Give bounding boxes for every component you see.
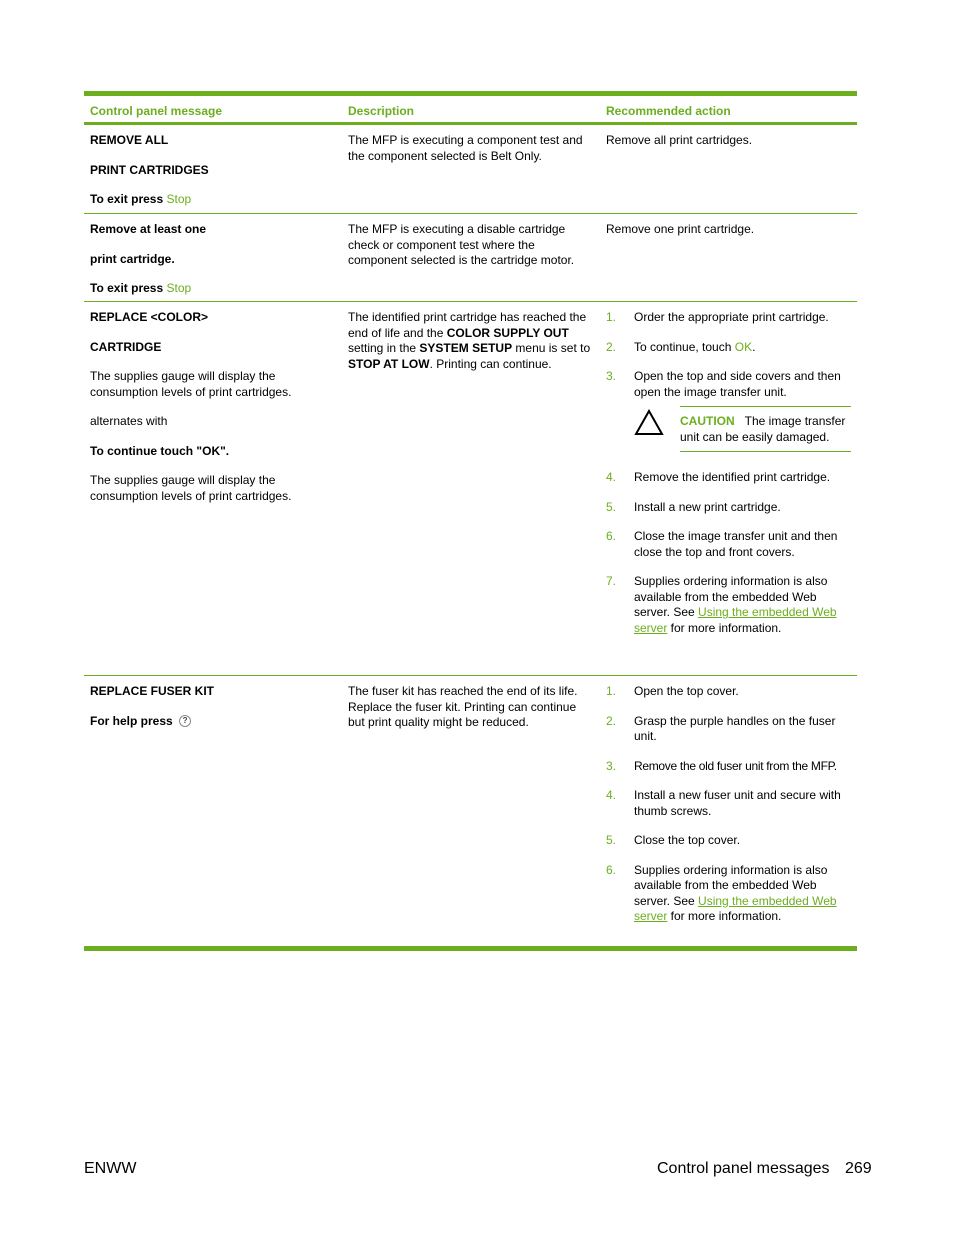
list-item <box>606 310 851 326</box>
action-steps <box>606 684 851 925</box>
stop-key: Stop <box>166 281 192 295</box>
desc-part: . Printing can continue. <box>429 356 552 371</box>
step-number: 2. <box>606 339 617 354</box>
step-number: 5. <box>606 499 617 514</box>
help-label: For help press <box>90 713 173 728</box>
step-number: 3. <box>606 369 617 383</box>
list-item <box>606 863 851 925</box>
action-cell <box>600 310 857 675</box>
step-text <box>634 340 851 356</box>
step-text-part: for more information. <box>667 909 782 923</box>
desc-part: menu is set to <box>512 341 591 355</box>
message-line: Remove at least one <box>90 222 207 236</box>
footer-left: ENWW <box>84 1160 137 1177</box>
message-line: REPLACE FUSER KIT <box>90 684 215 698</box>
table-row <box>84 125 857 214</box>
step-text-part: for more information. <box>667 620 782 635</box>
message-cell <box>84 684 342 946</box>
list-item <box>606 759 851 775</box>
header-description: Description <box>348 104 415 118</box>
message-line: print cartridge. <box>90 251 175 266</box>
exit-label: To exit press <box>90 192 164 206</box>
messages-table <box>84 91 857 951</box>
step-text <box>634 863 851 925</box>
desc-part: The identified print cartridge has reached the end of life and the <box>348 310 587 340</box>
message-line: CARTRIDGE <box>90 339 162 354</box>
list-item <box>606 369 851 400</box>
table-row <box>84 302 857 676</box>
list-item <box>606 574 851 636</box>
step-number: 6. <box>606 862 617 877</box>
step-text: Install a new fuser unit and secure with thumb screws. <box>634 788 841 818</box>
message-cell <box>84 310 342 675</box>
message-line: PRINT CARTRIDGES <box>90 162 209 177</box>
exit-instruction <box>90 192 336 208</box>
list-item <box>606 684 851 700</box>
description-cell <box>342 310 600 675</box>
embedded-web-server-link[interactable]: Using the embedded Web server <box>634 893 837 923</box>
step-text: Install a new print cartridge. <box>634 499 781 514</box>
step-number: 5. <box>606 833 617 847</box>
message-cell <box>84 133 342 213</box>
list-item <box>606 833 851 849</box>
table-header <box>84 96 857 125</box>
step-text: Close the top cover. <box>634 833 741 847</box>
action-text: Remove all print cartridges. <box>606 133 753 147</box>
exit-instruction <box>90 281 336 297</box>
setting-value: STOP AT LOW <box>348 356 430 371</box>
message-cell <box>84 222 342 301</box>
ok-key: OK <box>734 339 753 354</box>
desc-part: setting in the <box>348 341 420 355</box>
step-text-part: . <box>752 339 756 354</box>
exit-label: To exit press <box>90 281 164 295</box>
step-number: 4. <box>606 470 617 484</box>
message-text: The supplies gauge will display the consumption levels of print cartridges. <box>90 473 292 503</box>
message-text: The supplies gauge will display the consumption levels of print cartridges. <box>90 369 292 399</box>
description-text: The MFP is executing a disable cartridge check or component test where the component selected is the cartridge motor. <box>348 222 575 267</box>
help-icon: ? <box>179 715 191 727</box>
embedded-web-server-link[interactable]: Using the embedded Web server <box>634 605 837 635</box>
step-text: Order the appropriate print cartridge. <box>634 310 829 324</box>
message-line: REMOVE ALL <box>90 133 169 147</box>
description-cell <box>342 133 600 213</box>
stop-key: Stop <box>166 192 192 206</box>
list-item <box>606 788 851 819</box>
step-text: Open the top and side covers and then open the image transfer unit. <box>634 369 841 399</box>
step-text <box>634 574 851 636</box>
warning-triangle-icon <box>634 406 680 452</box>
description-cell <box>342 684 600 946</box>
step-number: 7. <box>606 574 617 588</box>
help-instruction <box>90 714 336 730</box>
table-row <box>84 676 857 946</box>
description-text: The fuser kit has reached the end of its life. Replace the fuser kit. Printing can continue but print quality might be reduced. <box>348 684 578 729</box>
action-cell <box>600 133 857 213</box>
header-control-panel-message: Control panel message <box>90 104 223 118</box>
step-text: Open the top cover. <box>634 684 739 698</box>
message-continue: To continue touch "OK". <box>90 443 230 458</box>
table-row <box>84 214 857 302</box>
step-text-part: Supplies ordering information is also available from the embedded Web server. See <box>634 862 828 908</box>
list-item <box>606 529 851 560</box>
list-item <box>606 714 851 745</box>
list-item <box>606 340 851 356</box>
message-line: REPLACE <COLOR> <box>90 310 209 324</box>
action-steps <box>606 470 851 636</box>
step-number: 1. <box>606 684 617 698</box>
action-text: Remove one print cartridge. <box>606 222 755 236</box>
footer-section-title: Control panel messages <box>657 1160 830 1177</box>
caution-text: The image transfer unit can be easily damaged. <box>680 414 846 444</box>
caution-label: CAUTION <box>680 414 735 428</box>
step-number: 1. <box>606 310 617 324</box>
step-text: Remove the identified print cartridge. <box>634 470 831 484</box>
step-number: 2. <box>606 713 617 728</box>
menu-name: SYSTEM SETUP <box>419 341 513 355</box>
step-text-part: Supplies ordering information is also available from the embedded Web server. See <box>634 574 828 619</box>
list-item <box>606 470 851 486</box>
list-item <box>606 500 851 516</box>
page-number: 269 <box>845 1160 872 1177</box>
step-text: Grasp the purple handles on the fuser unit. <box>634 713 836 743</box>
description-cell <box>342 222 600 301</box>
caution-note <box>634 406 851 452</box>
action-cell <box>600 222 857 301</box>
action-steps <box>606 310 851 400</box>
step-number: 3. <box>606 758 617 773</box>
step-number: 6. <box>606 529 617 543</box>
description-text: The MFP is executing a component test and the component selected is Belt Only. <box>348 133 583 163</box>
step-text: Remove the old fuser unit from the MFP. <box>634 758 837 773</box>
description-text <box>348 310 594 372</box>
step-text: Close the image transfer unit and then close the top and front covers. <box>634 529 838 559</box>
setting-name: COLOR SUPPLY OUT <box>446 325 569 340</box>
step-number: 4. <box>606 788 617 802</box>
caution-box <box>680 406 851 452</box>
action-cell <box>600 684 857 946</box>
message-alternates: alternates with <box>90 414 168 428</box>
header-recommended-action: Recommended action <box>606 104 731 118</box>
step-text-part: To continue, touch <box>634 339 735 354</box>
